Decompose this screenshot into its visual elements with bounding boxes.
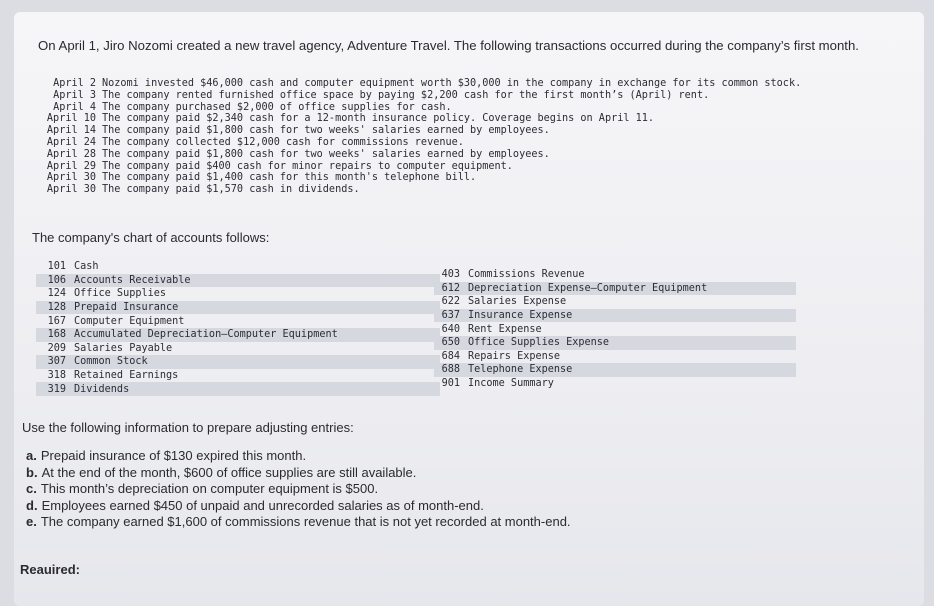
account-name: Common Stock [74,356,148,368]
account-name: Depreciation Expense—Computer Equipment [468,282,708,294]
transaction-row [34,149,894,161]
account-name: Accumulated Depreciation—Computer Equipment [74,329,338,341]
account-row [36,328,440,342]
account-row [36,382,440,396]
adjustment-letter: e. [26,514,37,529]
account-name: Salaries Payable [74,342,173,354]
transaction-row [34,78,894,90]
account-number: 318 [47,370,66,382]
adjustment-item [26,498,571,515]
account-number: 101 [47,261,66,273]
account-row [434,377,796,391]
account-row [434,322,796,336]
adjustment-letter: b. [26,464,38,480]
adjustment-text: Employees earned $450 of unpaid and unrecorded salaries as of month-end. [41,497,484,513]
transaction-date: April 28 [46,148,96,160]
account-number: 209 [47,342,66,354]
adjustment-item [26,465,571,482]
transaction-row [34,90,894,102]
adjusting-instruction: Use the following information to prepare adjusting entries: [22,420,354,435]
required-label: Reauired: [20,562,80,577]
accounts-right-column [434,268,796,390]
transaction-row [34,137,894,149]
adjustment-item [26,448,571,465]
account-name: Repairs Expense [468,350,561,362]
account-name: Insurance Expense [468,310,573,322]
transaction-text: The company paid $2,340 cash for a 12-month insurance policy. Coverage begins on April 11. [102,113,655,125]
account-number: 106 [47,274,66,286]
transaction-date: April 24 [46,136,96,148]
account-number: 612 [441,282,460,294]
account-row [434,309,796,323]
transaction-date: April 29 [46,160,96,172]
account-row [36,369,440,383]
adjustment-text: At the end of the month, $600 of office supplies are still available. [41,464,417,480]
transaction-text: The company paid $1,800 cash for two weeks' salaries earned by employees. [102,125,550,137]
account-name: Prepaid Insurance [74,302,179,314]
adjustments-list [26,448,571,531]
account-number: 650 [441,337,460,349]
account-number: 319 [47,383,66,395]
transaction-date: April 30 [46,172,96,184]
account-name: Rent Expense [468,323,542,335]
account-row [434,363,796,377]
transaction-text: The company paid $400 cash for minor repairs to computer equipment. [102,160,513,172]
transaction-date: April 3 [53,89,96,101]
adjustment-item [26,514,571,531]
accounts-left-column [36,260,440,396]
account-row [36,301,440,315]
account-row [434,268,796,282]
account-name: Accounts Receivable [74,274,191,286]
intro-paragraph: On April 1, Jiro Nozomi created a new travel agency, Adventure Travel. The following transactions occurred during the company’s first month. [38,38,859,53]
account-row [434,282,796,296]
account-name: Commissions Revenue [468,269,585,281]
transaction-row [34,102,894,114]
account-row [36,342,440,356]
transaction-text: Nozomi invested $46,000 cash and computer equipment worth $30,000 in the company in exchange for its common stock. [102,78,802,89]
transaction-date: April 10 [46,113,96,125]
adjustment-text: Prepaid insurance of $130 expired this month. [40,448,307,463]
adjustment-text: The company earned $1,600 of commissions revenue that is not yet recorded at month-end. [40,514,571,529]
account-number: 901 [441,378,460,390]
account-number: 307 [47,356,66,368]
account-name: Salaries Expense [468,296,567,308]
chart-of-accounts-title: The company's chart of accounts follows: [32,230,270,245]
account-number: 124 [47,288,66,300]
account-row [36,355,440,369]
transactions-list [34,78,894,196]
account-number: 684 [441,350,460,362]
account-name: Retained Earnings [74,370,179,382]
account-row [434,350,796,364]
adjustment-letter: c. [26,481,37,496]
account-number: 637 [441,310,460,322]
account-name: Telephone Expense [468,364,573,376]
account-number: 168 [47,329,66,341]
transaction-row [34,184,894,196]
account-row [36,274,440,288]
account-name: Dividends [74,383,130,395]
account-name: Office Supplies Expense [468,337,610,349]
account-row [36,314,440,328]
account-row [434,336,796,350]
account-name: Income Summary [468,378,554,390]
account-row [36,260,440,274]
transaction-text: The company collected $12,000 cash for commissions revenue. [102,136,464,148]
adjustment-text: This month’s depreciation on computer equipment is $500. [40,481,379,496]
transaction-row [34,113,894,125]
account-number: 688 [441,364,460,376]
transaction-text: The company purchased $2,000 of office supplies for cash. [102,101,452,113]
transaction-text: The company paid $1,800 cash for two weeks' salaries earned by employees. [102,148,550,160]
transaction-row [34,125,894,137]
transaction-row [34,172,894,184]
adjustment-letter: a. [26,448,37,463]
account-number: 640 [441,323,460,335]
adjustment-item [26,481,571,498]
transaction-text: The company rented furnished office space by paying $2,200 cash for the first month’s (April) rent. [102,89,710,101]
account-number: 128 [47,302,66,314]
transaction-row [34,161,894,173]
account-number: 403 [441,269,460,281]
transaction-date: April 14 [46,125,96,137]
transaction-date: April 30 [46,184,96,196]
account-name: Cash [74,261,99,273]
account-number: 622 [441,296,460,308]
transaction-date: April 4 [53,101,96,113]
account-row [36,287,440,301]
account-name: Computer Equipment [74,315,185,327]
transaction-text: The company paid $1,570 cash in dividends. [102,184,360,196]
transaction-text: The company paid $1,400 cash for this month's telephone bill. [102,172,477,184]
account-row [434,295,796,309]
account-name: Office Supplies [74,288,167,300]
adjustment-letter: d. [26,497,38,513]
chart-of-accounts [36,260,796,406]
transaction-date: April 2 [53,78,96,89]
account-number: 167 [47,315,66,327]
